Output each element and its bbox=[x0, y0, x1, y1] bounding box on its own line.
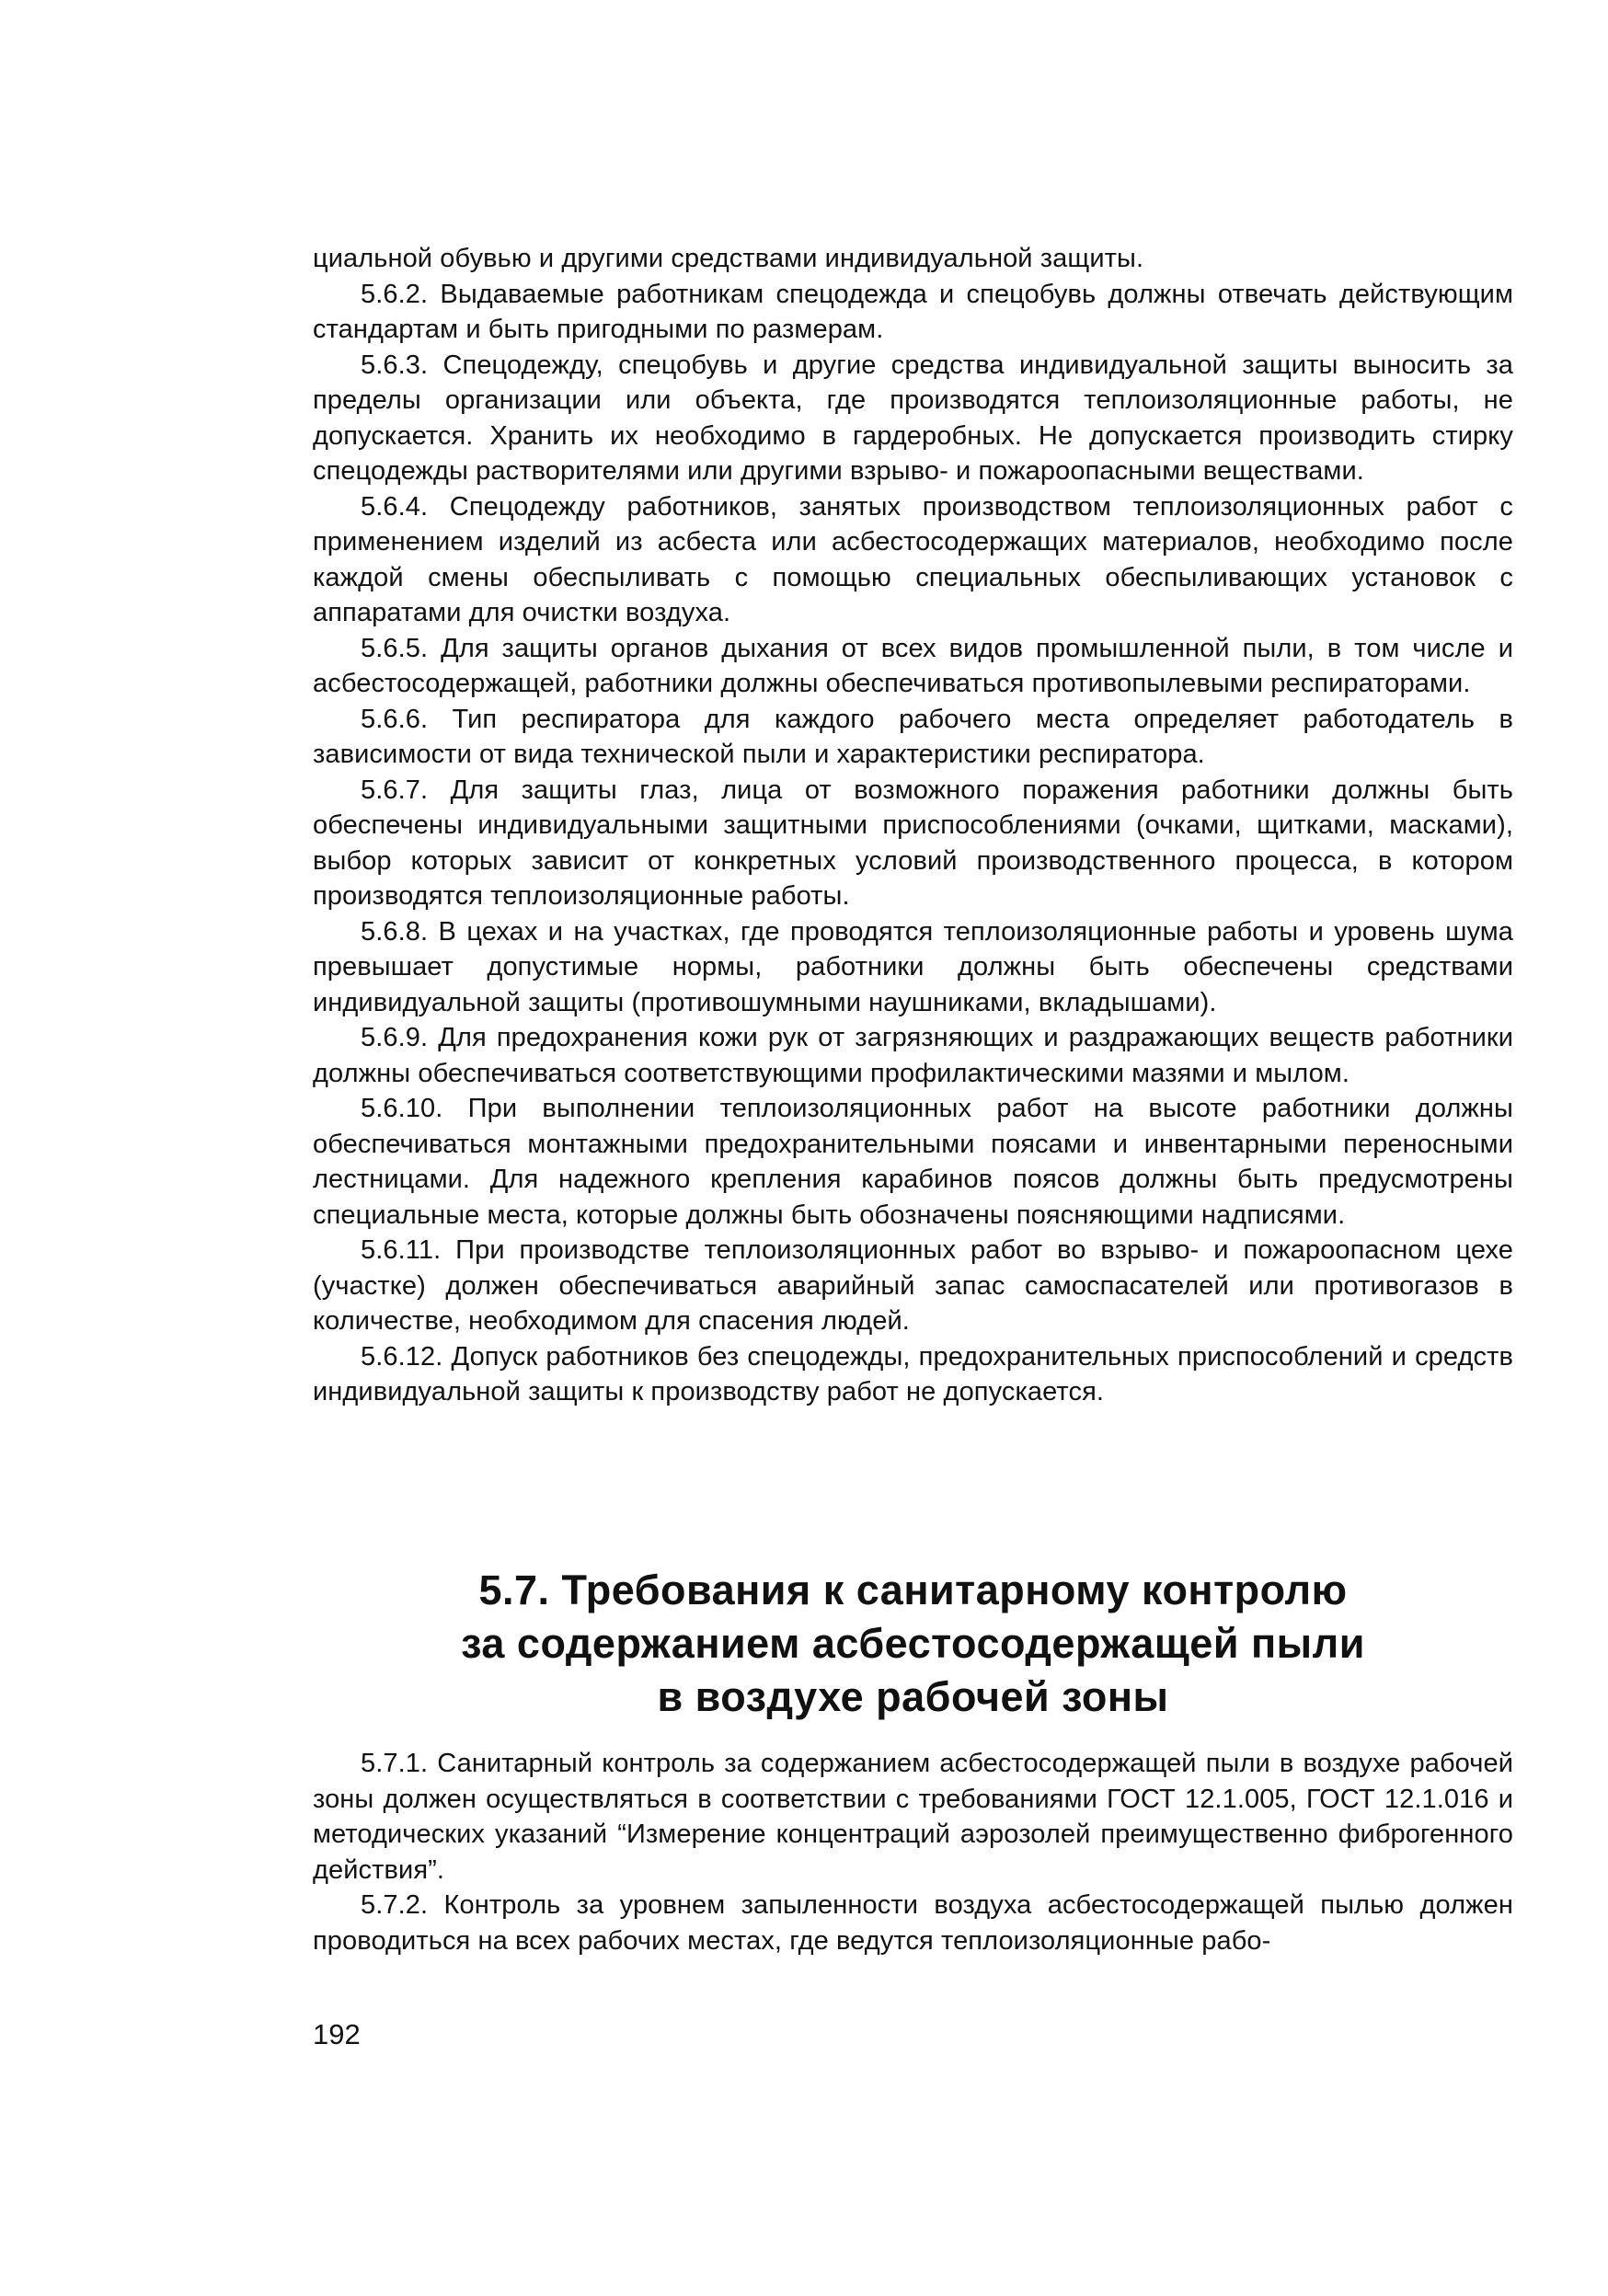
paragraph-5-6-9: 5.6.9. Для предохранения кожи рук от загрязняющих и раздражающих веществ работники должны обеспечиваться соответствующими профилактическими мазями и мылом. bbox=[313, 1023, 1513, 1088]
paragraph-5-6-11: 5.6.11. При производстве теплоизоляционных работ во взрыво- и пожароопасном цехе (участке) должен обеспечиваться аварийный запас самоспасателей или противогазов в количестве, необходимом для спасения людей. bbox=[313, 1235, 1513, 1336]
body-text-top bbox=[313, 241, 1513, 1410]
paragraph-5-7-2: 5.7.2. Контроль за уровнем запыленности воздуха асбестосодержащей пылью должен проводиться на всех рабочих местах, где ведутся теплоизоляционные рабо- bbox=[313, 1890, 1513, 1956]
paragraph-5-7-1: 5.7.1. Санитарный контроль за содержанием асбестосодержащей пыли в воздухе рабочей зоны должен осуществляться в соответствии с требованиями ГОСТ 12.1.005, ГОСТ 12.1.016 и методических указаний “Измерение концентраций аэрозолей преимущественно фиброгенного действия”. bbox=[313, 1749, 1513, 1885]
paragraph-5-6-6: 5.6.6. Тип респиратора для каждого рабочего места определяет работодатель в зависимости от вида технической пыли и характеристики респиратора. bbox=[313, 704, 1513, 769]
paragraph: циальной обувью и другими средствами индивидуальной защиты. bbox=[313, 244, 1144, 273]
paragraph-5-6-12: 5.6.12. Допуск работников без спецодежды, предохранительных приспособлений и средств индивидуальной защиты к производству работ не допускается. bbox=[313, 1341, 1513, 1406]
paragraph-5-6-4: 5.6.4. Спецодежду работников, занятых производством теплоизоляционных работ с применением изделий из асбеста или асбестосодержащих материалов, необходимо после каждой смены обеспыливать с помощью специальных обеспыливающих установок с аппаратами для очистки воздуха. bbox=[313, 491, 1513, 627]
body-text-bottom bbox=[313, 1746, 1513, 1958]
paragraph-5-6-3: 5.6.3. Спецодежду, спецобувь и другие средства индивидуальной защиты выносить за пределы организации или объекта, где производятся теплоизоляционные работы, не допускается. Хранить их необходимо в гардеробных. Не допускается производить стирку спецодежды растворителями или другими взрыво- и пожароопасными веществами. bbox=[313, 350, 1513, 486]
section-heading-line-1: 5.7. Требования к санитарному контролю bbox=[478, 1567, 1348, 1613]
paragraph-5-6-7: 5.6.7. Для защиты глаз, лица от возможного поражения работники должны быть обеспечены индивидуальными защитными приспособлениями (очками, щитками, масками), выбор которых зависит от конкретных условий производственного процесса, в котором производятся теплоизоляционные работы. bbox=[313, 775, 1513, 911]
section-heading-line-2: за содержанием асбестосодержащей пыли bbox=[461, 1620, 1365, 1667]
paragraph-5-6-10: 5.6.10. При выполнении теплоизоляционных работ на высоте работники должны обеспечиваться монтажными предохранительными поясами и инвентарными переносными лестницами. Для надежного крепления карабинов поясов должны быть предусмотрены специальные места, которые должны быть обозначены поясняющими надписями. bbox=[313, 1094, 1513, 1230]
page-number: 192 bbox=[313, 2018, 361, 2050]
section-heading-line-3: в воздухе рабочей зоны bbox=[657, 1673, 1169, 1720]
section-heading bbox=[313, 1564, 1513, 1724]
paragraph-5-6-5: 5.6.5. Для защиты органов дыхания от всех видов промышленной пыли, в том числе и асбестосодержащей, работники должны обеспечиваться противопылевыми респираторами. bbox=[313, 633, 1513, 698]
paragraph-5-6-8: 5.6.8. В цехах и на участках, где проводятся теплоизоляционные работы и уровень шума превышает допустимые нормы, работники должны быть обеспечены средствами индивидуальной защиты (противошумными наушниками, вкладышами). bbox=[313, 916, 1513, 1017]
paragraph-5-6-2: 5.6.2. Выдаваемые работникам спецодежда и спецобувь должны отвечать действующим стандартам и быть пригодными по размерам. bbox=[313, 279, 1513, 344]
